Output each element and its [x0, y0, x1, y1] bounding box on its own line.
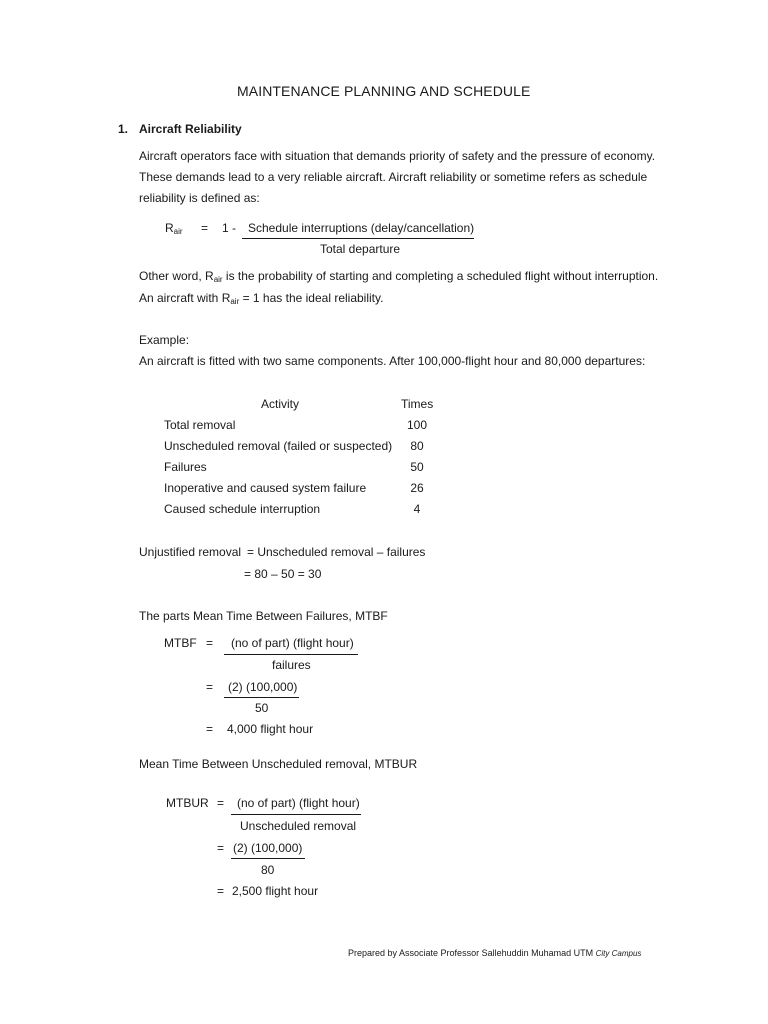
formula-equals: = [201, 221, 209, 235]
mtbur-denominator: Unscheduled removal [240, 819, 357, 833]
section-heading: Aircraft Reliability [139, 122, 242, 136]
mtbf-numerator-2: (2) (100,000) [228, 680, 298, 694]
table-row-times: 100 [406, 418, 428, 432]
mtbf-lhs: MTBF [164, 636, 197, 650]
formula-numerator: Schedule interruptions (delay/cancellation) [248, 221, 475, 235]
definition-text-a: Other word, R [139, 269, 214, 283]
definition-text-b: is the probability of starting and completing a scheduled flight without interruption. [222, 269, 659, 283]
unjustified-label: Unjustified removal [139, 545, 242, 559]
definition-line-1 [139, 269, 658, 284]
mtbf-denominator-2: 50 [255, 701, 269, 715]
mtbf-equals: = [206, 636, 214, 650]
table-header-activity: Activity [261, 397, 300, 411]
intro-line-1: Aircraft operators face with situation that demands priority of safety and the pressure of economy. [139, 149, 656, 163]
section-number: 1. [118, 122, 129, 136]
intro-line-3: reliability is defined as: [139, 191, 260, 205]
table-row-times: 26 [410, 481, 424, 495]
unjustified-eq-1: = Unscheduled removal – failures [247, 545, 426, 559]
mtbur-equals-2: = [217, 841, 225, 855]
example-label: Example: [139, 333, 190, 347]
mtbur-lhs: MTBUR [166, 796, 209, 810]
formula-denominator: Total departure [320, 242, 401, 256]
footer-campus: City Campus [595, 949, 642, 958]
formula-fraction-bar [242, 238, 474, 239]
mtbur-numerator: (no of part) (flight hour) [237, 796, 360, 810]
page-footer [348, 948, 641, 958]
formula-lhs [165, 221, 183, 236]
table-row-activity: Total removal [164, 418, 236, 432]
mtbur-equals: = [217, 796, 225, 810]
footer-text: Prepared by Associate Professor Sallehuddin Muhamad UTM [348, 948, 596, 958]
mtbf-fraction-bar-2 [224, 697, 299, 698]
table-row-times: 80 [410, 439, 424, 453]
example-text: An aircraft is fitted with two same components. After 100,000-flight hour and 80,000 departures: [139, 354, 646, 368]
mtbur-equals-3: = [217, 884, 225, 898]
unjustified-eq-2: = 80 – 50 = 30 [244, 567, 322, 581]
mtbf-numerator: (no of part) (flight hour) [231, 636, 354, 650]
table-row-activity: Inoperative and caused system failure [164, 481, 367, 495]
mtbf-denominator: failures [272, 658, 311, 672]
mtbf-fraction-bar [224, 654, 358, 655]
mtbur-fraction-bar [231, 814, 361, 815]
mtbur-numerator-2: (2) (100,000) [233, 841, 303, 855]
table-row-activity: Failures [164, 460, 207, 474]
mtbur-fraction-bar-2 [231, 858, 305, 859]
table-row-times: 4 [413, 502, 421, 516]
table-row-activity: Unscheduled removal (failed or suspected) [164, 439, 393, 453]
table-row-times: 50 [410, 460, 424, 474]
intro-line-2: These demands lead to a very reliable aircraft. Aircraft reliability or sometime refers as schedule [139, 170, 648, 184]
mtbf-equals-2: = [206, 680, 214, 694]
mtbf-intro: The parts Mean Time Between Failures, MTBF [139, 609, 388, 623]
definition-subscript: air [230, 297, 240, 306]
formula-one-minus: 1 - [222, 221, 237, 235]
definition-text-a: An aircraft with R [139, 291, 231, 305]
table-row-activity: Caused schedule interruption [164, 502, 321, 516]
table-header-times: Times [401, 397, 434, 411]
mtbur-intro: Mean Time Between Unscheduled removal, MTBUR [139, 757, 418, 771]
definition-line-2 [139, 291, 383, 306]
page-title: MAINTENANCE PLANNING AND SCHEDULE [237, 83, 531, 99]
formula-lhs-symbol: R [165, 221, 174, 235]
mtbf-result: 4,000 flight hour [227, 722, 314, 736]
formula-lhs-subscript: air [173, 227, 183, 236]
mtbf-equals-3: = [206, 722, 214, 736]
mtbur-result: 2,500 flight hour [232, 884, 319, 898]
definition-subscript: air [213, 275, 223, 284]
definition-text-b: = 1 has the ideal reliability. [239, 291, 384, 305]
mtbur-denominator-2: 80 [261, 863, 275, 877]
